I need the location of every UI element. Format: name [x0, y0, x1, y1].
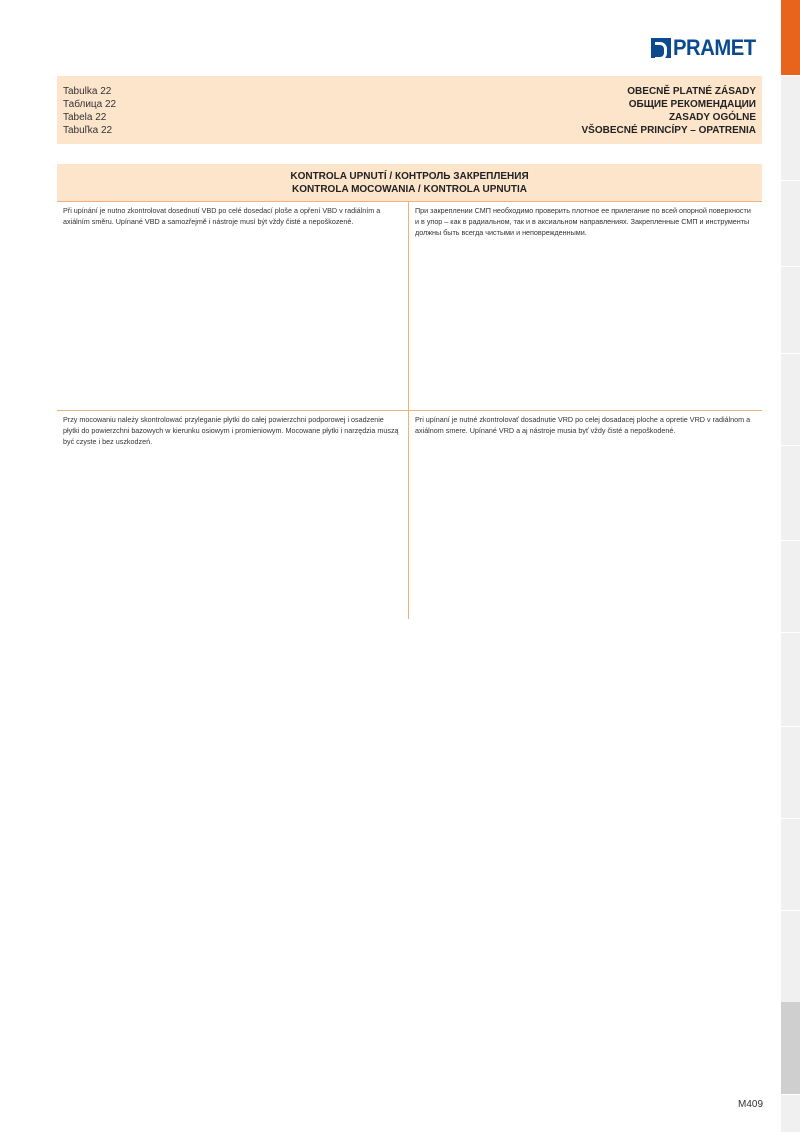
table-number-labels — [63, 85, 116, 137]
section-tab[interactable] — [781, 818, 800, 819]
section-tab[interactable] — [781, 445, 800, 446]
header-band — [57, 76, 762, 144]
section-title-ru: ОБЩИЕ РЕКОМЕНДАЦИИ — [628, 99, 756, 110]
section-tab[interactable] — [781, 180, 800, 181]
table-label-pl: Tabela 22 — [63, 112, 107, 123]
section-tab-gray[interactable] — [781, 1002, 800, 1095]
section-tab[interactable] — [781, 726, 800, 727]
section-title-cz: OBECNĚ PLATNÉ ZÁSADY — [627, 86, 756, 97]
table-row — [57, 410, 762, 619]
section-tab[interactable] — [781, 910, 800, 911]
section-tab[interactable] — [781, 353, 800, 354]
table-title — [57, 164, 762, 201]
clamping-check-table — [57, 164, 762, 619]
table-label-cz: Tabulka 22 — [63, 86, 112, 97]
cell-ru: При закреплении СМП необходимо проверить плотное ее прилегание по всей опорной поверхности и в упор – как в радиальном, так и в аксиальном направлениях. Закрепленные СМП и инструменты должны быть всегда чистыми и неповрежденными. — [415, 206, 751, 237]
section-tab[interactable] — [781, 540, 800, 541]
section-tab[interactable] — [781, 266, 800, 267]
cell-cz: Při upínání je nutno zkontrolovat dosednutí VBD po celé dosedací ploše a opření VBD v radiálním a axiálním směru. Upínané VBD a samozřejmě i nástroje musí být vždy čisté a nepoškozené. — [57, 202, 409, 410]
cell-sk: Pri upínaní je nutné zkontrolovať dosadnutie VRD po celej dosadacej ploche a opretie VRD v radiálnom a axiálnom smere. Upínané VRD a aj nástroje musia byť vždy čisté a nepoškodené. — [415, 415, 751, 435]
table-title-line-1: KONTROLA UPNUTÍ / КОНТРОЛЬ ЗАКРЕПЛЕНИЯ — [290, 171, 529, 182]
pramet-logo — [651, 37, 763, 59]
section-tab[interactable] — [781, 632, 800, 633]
table-row — [57, 201, 762, 410]
section-tab-active[interactable] — [781, 0, 800, 76]
table-label-ru: Таблица 22 — [63, 99, 117, 110]
pramet-logo-icon — [651, 38, 671, 58]
section-titles — [582, 85, 756, 137]
side-tab-strip — [781, 0, 800, 1132]
logo-text: PRAMET — [673, 35, 756, 60]
section-title-sk: VŠOBECNÉ PRINCÍPY – OPATRENIA — [581, 125, 756, 136]
section-title-pl: ZASADY OGÓLNE — [668, 112, 756, 123]
cell-pl: Przy mocowaniu należy skontrolować przyleganie płytki do całej powierzchni podporowej i osadzenie płytki do powierzchni bazowych w kierunku osiowym i promieniowym. Mocowane płytki i narzędzia muszą być czyste i bez uszkodzeń. — [57, 411, 409, 619]
table-label-sk: Tabuľka 22 — [63, 125, 113, 136]
page-number: M409 — [738, 1099, 764, 1110]
table-title-line-2: KONTROLA MOCOWANIA / KONTROLA UPNUTIA — [292, 184, 527, 195]
